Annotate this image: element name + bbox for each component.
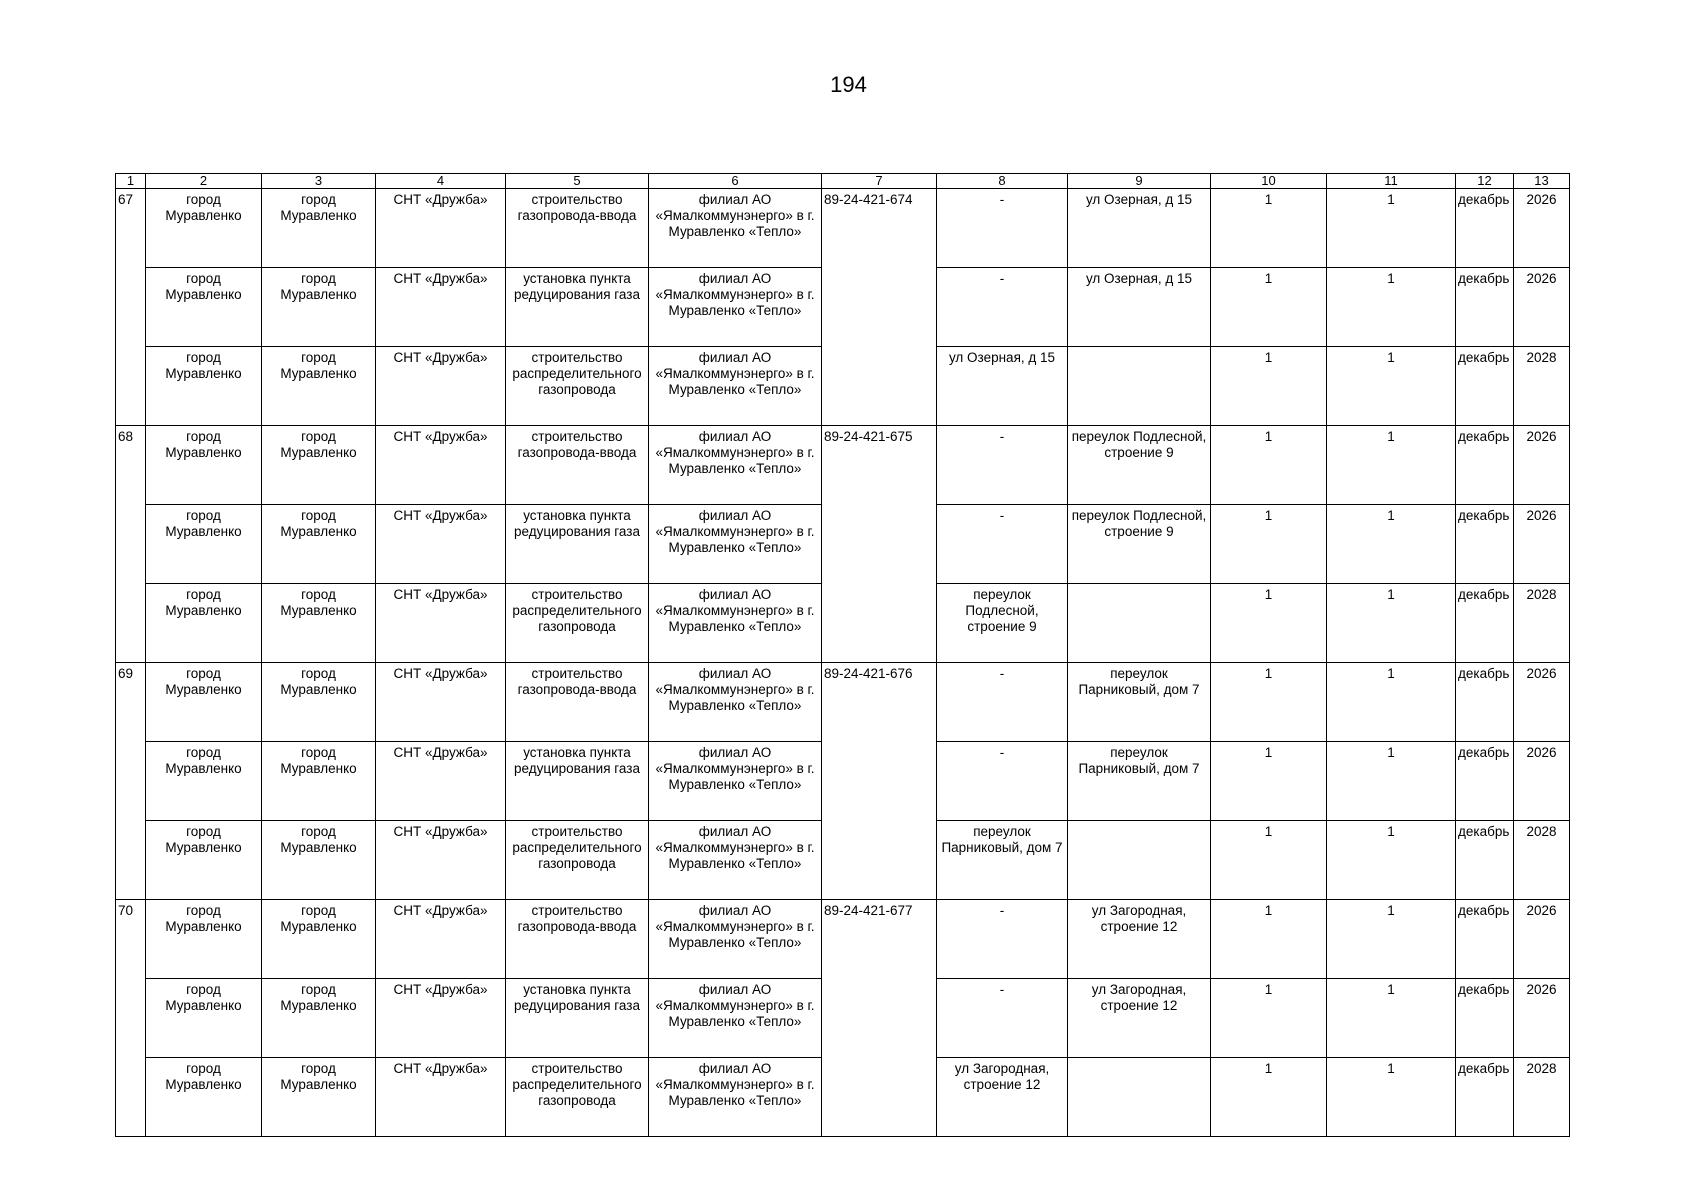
- cell-col-5: установка пункта редуцирования газа: [506, 742, 649, 821]
- page-number: 194: [830, 72, 867, 97]
- oktmo-code-cell: 89-24-421-677: [822, 900, 937, 1137]
- cell-col-10: 1: [1211, 742, 1327, 821]
- column-number: 5: [506, 174, 649, 189]
- cell-col-3: город Муравленко: [262, 1058, 376, 1137]
- cell-col-13: 2026: [1514, 742, 1570, 821]
- cell-col-13: 2026: [1514, 979, 1570, 1058]
- cell-col-11: 1: [1327, 821, 1456, 900]
- cell-col-5: строительство газопровода-ввода: [506, 900, 649, 979]
- cell-col-3: город Муравленко: [262, 426, 376, 505]
- column-number-row: [116, 174, 1570, 189]
- cell-col-9: ул Загородная, строение 12: [1068, 900, 1211, 979]
- cell-col-6: филиал АО «Ямалкоммунэнерго» в г. Муравленко «Тепло»: [649, 742, 822, 821]
- cell-col-10: 1: [1211, 979, 1327, 1058]
- cell-col-11: 1: [1327, 505, 1456, 584]
- cell-col-9: [1068, 1058, 1211, 1137]
- cell-col-6: филиал АО «Ямалкоммунэнерго» в г. Муравленко «Тепло»: [649, 189, 822, 268]
- cell-col-9: переулок Парниковый, дом 7: [1068, 742, 1211, 821]
- column-number: 6: [649, 174, 822, 189]
- cell-col-12: декабрь: [1456, 584, 1514, 663]
- cell-col-8: ул Загородная, строение 12: [937, 1058, 1068, 1137]
- cell-col-2: город Муравленко: [146, 347, 262, 426]
- cell-col-6: филиал АО «Ямалкоммунэнерго» в г. Муравленко «Тепло»: [649, 663, 822, 742]
- cell-col-3: город Муравленко: [262, 979, 376, 1058]
- cell-col-13: 2028: [1514, 1058, 1570, 1137]
- row-number-cell: 68: [116, 426, 146, 663]
- cell-col-8: -: [937, 663, 1068, 742]
- cell-col-10: 1: [1211, 663, 1327, 742]
- oktmo-code-cell: 89-24-421-674: [822, 189, 937, 426]
- cell-col-11: 1: [1327, 268, 1456, 347]
- cell-col-9: переулок Подлесной, строение 9: [1068, 426, 1211, 505]
- cell-col-3: город Муравленко: [262, 268, 376, 347]
- cell-col-6: филиал АО «Ямалкоммунэнерго» в г. Муравленко «Тепло»: [649, 1058, 822, 1137]
- cell-col-10: 1: [1211, 900, 1327, 979]
- cell-col-11: 1: [1327, 426, 1456, 505]
- cell-col-5: установка пункта редуцирования газа: [506, 268, 649, 347]
- cell-col-13: 2028: [1514, 821, 1570, 900]
- cell-col-4: СНТ «Дружба»: [376, 189, 506, 268]
- cell-col-11: 1: [1327, 979, 1456, 1058]
- cell-col-6: филиал АО «Ямалкоммунэнерго» в г. Муравленко «Тепло»: [649, 505, 822, 584]
- cell-col-12: декабрь: [1456, 505, 1514, 584]
- cell-col-11: 1: [1327, 347, 1456, 426]
- cell-col-3: город Муравленко: [262, 189, 376, 268]
- cell-col-9: ул Озерная, д 15: [1068, 189, 1211, 268]
- cell-col-5: строительство распределительного газопровода: [506, 1058, 649, 1137]
- column-number: 13: [1514, 174, 1570, 189]
- cell-col-12: декабрь: [1456, 821, 1514, 900]
- cell-col-4: СНТ «Дружба»: [376, 347, 506, 426]
- cell-col-4: СНТ «Дружба»: [376, 663, 506, 742]
- cell-col-8: переулок Парниковый, дом 7: [937, 821, 1068, 900]
- cell-col-11: 1: [1327, 1058, 1456, 1137]
- cell-col-8: -: [937, 900, 1068, 979]
- cell-col-8: -: [937, 426, 1068, 505]
- cell-col-5: строительство газопровода-ввода: [506, 189, 649, 268]
- cell-col-12: декабрь: [1456, 347, 1514, 426]
- cell-col-5: строительство газопровода-ввода: [506, 663, 649, 742]
- cell-col-11: 1: [1327, 584, 1456, 663]
- cell-col-2: город Муравленко: [146, 268, 262, 347]
- cell-col-12: декабрь: [1456, 426, 1514, 505]
- cell-col-13: 2026: [1514, 189, 1570, 268]
- cell-col-9: [1068, 821, 1211, 900]
- cell-col-12: декабрь: [1456, 189, 1514, 268]
- cell-col-9: переулок Парниковый, дом 7: [1068, 663, 1211, 742]
- cell-col-9: ул Озерная, д 15: [1068, 268, 1211, 347]
- cell-col-9: [1068, 584, 1211, 663]
- cell-col-8: -: [937, 505, 1068, 584]
- cell-col-8: -: [937, 742, 1068, 821]
- cell-col-8: переулок Подлесной, строение 9: [937, 584, 1068, 663]
- cell-col-11: 1: [1327, 742, 1456, 821]
- cell-col-3: город Муравленко: [262, 505, 376, 584]
- cell-col-3: город Муравленко: [262, 584, 376, 663]
- cell-col-2: город Муравленко: [146, 663, 262, 742]
- cell-col-13: 2026: [1514, 426, 1570, 505]
- cell-col-11: 1: [1327, 663, 1456, 742]
- cell-col-4: СНТ «Дружба»: [376, 742, 506, 821]
- cell-col-6: филиал АО «Ямалкоммунэнерго» в г. Муравленко «Тепло»: [649, 900, 822, 979]
- cell-col-10: 1: [1211, 189, 1327, 268]
- oktmo-code-cell: 89-24-421-675: [822, 426, 937, 663]
- cell-col-2: город Муравленко: [146, 742, 262, 821]
- cell-col-5: строительство распределительного газопровода: [506, 821, 649, 900]
- cell-col-10: 1: [1211, 426, 1327, 505]
- cell-col-12: декабрь: [1456, 1058, 1514, 1137]
- column-number: 3: [262, 174, 376, 189]
- column-number: 12: [1456, 174, 1514, 189]
- oktmo-code-cell: 89-24-421-676: [822, 663, 937, 900]
- cell-col-4: СНТ «Дружба»: [376, 505, 506, 584]
- column-number: 9: [1068, 174, 1211, 189]
- table-row: [116, 189, 1570, 268]
- cell-col-6: филиал АО «Ямалкоммунэнерго» в г. Муравленко «Тепло»: [649, 821, 822, 900]
- cell-col-2: город Муравленко: [146, 900, 262, 979]
- cell-col-12: декабрь: [1456, 268, 1514, 347]
- cell-col-12: декабрь: [1456, 742, 1514, 821]
- column-number: 10: [1211, 174, 1327, 189]
- cell-col-13: 2028: [1514, 584, 1570, 663]
- row-number-cell: 69: [116, 663, 146, 900]
- cell-col-12: декабрь: [1456, 900, 1514, 979]
- cell-col-9: ул Загородная, строение 12: [1068, 979, 1211, 1058]
- table-row: [116, 900, 1570, 979]
- cell-col-3: город Муравленко: [262, 663, 376, 742]
- cell-col-10: 1: [1211, 1058, 1327, 1137]
- cell-col-4: СНТ «Дружба»: [376, 979, 506, 1058]
- cell-col-12: декабрь: [1456, 663, 1514, 742]
- cell-col-5: строительство распределительного газопровода: [506, 584, 649, 663]
- data-table: [115, 173, 1570, 1137]
- cell-col-6: филиал АО «Ямалкоммунэнерго» в г. Муравленко «Тепло»: [649, 347, 822, 426]
- cell-col-10: 1: [1211, 821, 1327, 900]
- cell-col-5: установка пункта редуцирования газа: [506, 979, 649, 1058]
- cell-col-6: филиал АО «Ямалкоммунэнерго» в г. Муравленко «Тепло»: [649, 426, 822, 505]
- table-body: [116, 174, 1570, 1137]
- cell-col-2: город Муравленко: [146, 821, 262, 900]
- cell-col-4: СНТ «Дружба»: [376, 584, 506, 663]
- cell-col-10: 1: [1211, 268, 1327, 347]
- cell-col-4: СНТ «Дружба»: [376, 900, 506, 979]
- table-row: [116, 426, 1570, 505]
- cell-col-6: филиал АО «Ямалкоммунэнерго» в г. Муравленко «Тепло»: [649, 268, 822, 347]
- cell-col-8: -: [937, 268, 1068, 347]
- cell-col-10: 1: [1211, 584, 1327, 663]
- cell-col-5: строительство распределительного газопровода: [506, 347, 649, 426]
- cell-col-8: ул Озерная, д 15: [937, 347, 1068, 426]
- cell-col-9: переулок Подлесной, строение 9: [1068, 505, 1211, 584]
- cell-col-10: 1: [1211, 505, 1327, 584]
- column-number: 7: [822, 174, 937, 189]
- cell-col-4: СНТ «Дружба»: [376, 821, 506, 900]
- column-number: 11: [1327, 174, 1456, 189]
- cell-col-13: 2026: [1514, 663, 1570, 742]
- cell-col-13: 2026: [1514, 505, 1570, 584]
- cell-col-11: 1: [1327, 189, 1456, 268]
- cell-col-8: -: [937, 189, 1068, 268]
- cell-col-3: город Муравленко: [262, 742, 376, 821]
- cell-col-12: декабрь: [1456, 979, 1514, 1058]
- cell-col-8: -: [937, 979, 1068, 1058]
- cell-col-3: город Муравленко: [262, 821, 376, 900]
- cell-col-2: город Муравленко: [146, 584, 262, 663]
- cell-col-10: 1: [1211, 347, 1327, 426]
- cell-col-2: город Муравленко: [146, 505, 262, 584]
- cell-col-2: город Муравленко: [146, 979, 262, 1058]
- cell-col-5: установка пункта редуцирования газа: [506, 505, 649, 584]
- column-number: 4: [376, 174, 506, 189]
- table-row: [116, 663, 1570, 742]
- row-number-cell: 70: [116, 900, 146, 1137]
- cell-col-13: 2028: [1514, 347, 1570, 426]
- cell-col-2: город Муравленко: [146, 189, 262, 268]
- cell-col-4: СНТ «Дружба»: [376, 426, 506, 505]
- cell-col-5: строительство газопровода-ввода: [506, 426, 649, 505]
- row-number-cell: 67: [116, 189, 146, 426]
- cell-col-4: СНТ «Дружба»: [376, 1058, 506, 1137]
- cell-col-13: 2026: [1514, 268, 1570, 347]
- cell-col-6: филиал АО «Ямалкоммунэнерго» в г. Муравленко «Тепло»: [649, 584, 822, 663]
- column-number: 2: [146, 174, 262, 189]
- cell-col-3: город Муравленко: [262, 900, 376, 979]
- cell-col-13: 2026: [1514, 900, 1570, 979]
- cell-col-2: город Муравленко: [146, 1058, 262, 1137]
- column-number: 8: [937, 174, 1068, 189]
- cell-col-2: город Муравленко: [146, 426, 262, 505]
- column-number: 1: [116, 174, 146, 189]
- cell-col-11: 1: [1327, 900, 1456, 979]
- cell-col-3: город Муравленко: [262, 347, 376, 426]
- cell-col-6: филиал АО «Ямалкоммунэнерго» в г. Муравленко «Тепло»: [649, 979, 822, 1058]
- cell-col-9: [1068, 347, 1211, 426]
- cell-col-4: СНТ «Дружба»: [376, 268, 506, 347]
